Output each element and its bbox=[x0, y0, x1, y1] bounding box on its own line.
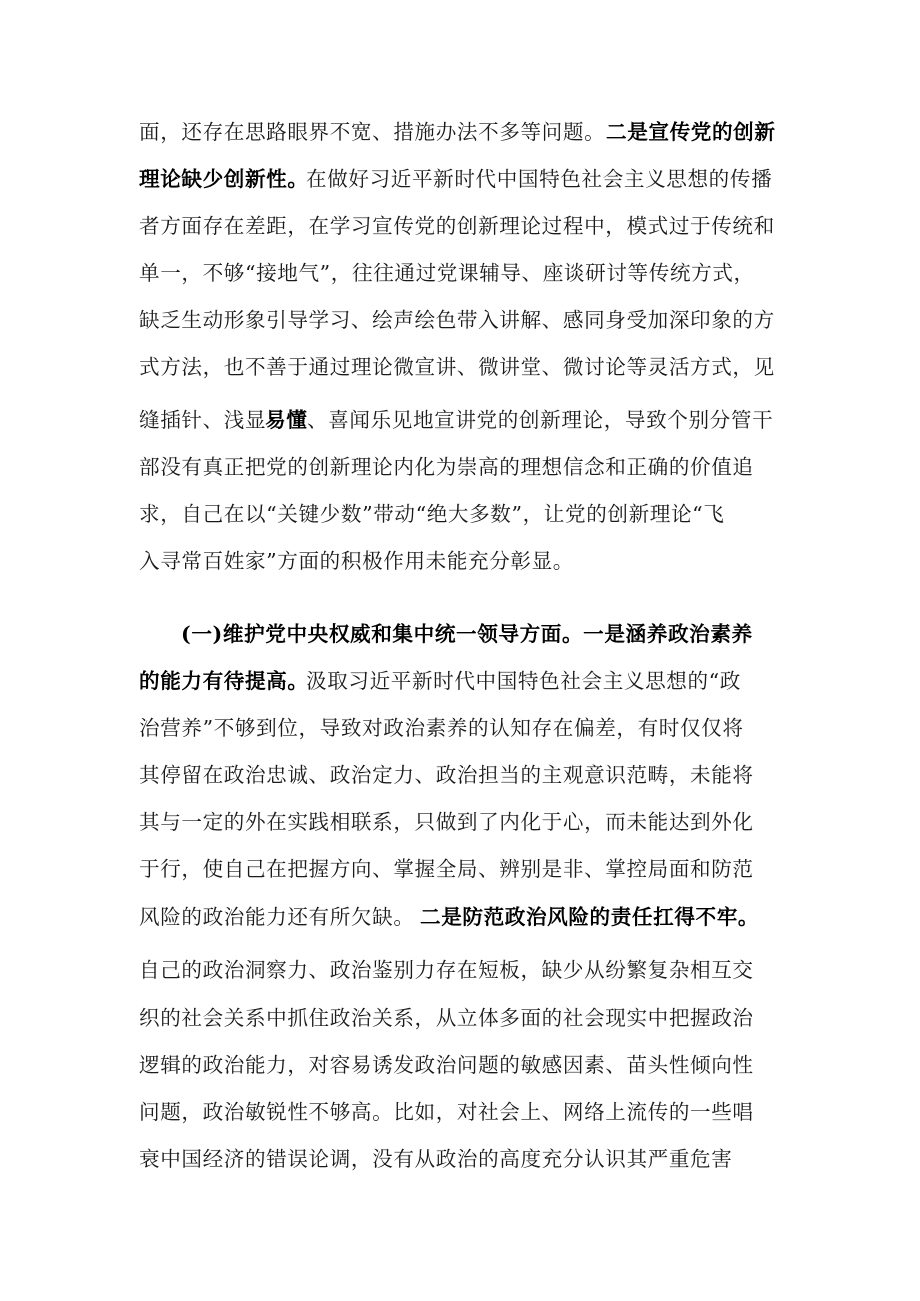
text-line bbox=[0, 396, 920, 444]
text-run: 缝插针、浅显 bbox=[139, 408, 267, 432]
text-line bbox=[0, 108, 920, 156]
text-run: 在做好习近平新时代中国特色社会主义思想的传播 bbox=[306, 167, 773, 191]
text-run: 问题，政治敏锐性不够高。比如，对社会上、网络上流传的一些唱 bbox=[139, 1100, 754, 1124]
bold-heading-run: 二是宣传党的创新 bbox=[606, 120, 776, 144]
text-line bbox=[0, 657, 920, 705]
bold-heading-run: 的能力有待提高。 bbox=[139, 669, 309, 693]
text-line bbox=[0, 296, 920, 344]
text-line bbox=[0, 946, 920, 994]
text-line bbox=[0, 751, 920, 799]
text-line bbox=[0, 537, 920, 585]
text-run: 衰中国经济的错误论调，没有从政治的高度充分认识其严重危害 bbox=[139, 1147, 733, 1171]
section-heading-line bbox=[0, 610, 920, 658]
text-line bbox=[0, 155, 920, 203]
text-run: 单一，不够“接地气”，往往通过党课辅导、座谈研讨等传统方式， bbox=[139, 261, 755, 285]
text-run: 风险的政治能力还有所欠缺。 bbox=[139, 905, 415, 929]
text-line bbox=[0, 490, 920, 538]
text-line bbox=[0, 343, 920, 391]
bold-heading-run: 二是防范政治风险的责任扛得不牢。 bbox=[420, 905, 760, 929]
text-run: 其与一定的外在实践相联系，只做到了内化于心，而未能达到外化 bbox=[139, 810, 754, 834]
text-line bbox=[0, 994, 920, 1042]
text-line bbox=[0, 893, 920, 941]
text-run: 者方面存在差距，在学习宣传党的创新理论过程中，模式过于传统和 bbox=[139, 214, 775, 238]
text-run: 入寻常百姓家”方面的积极作用未能充分彰显。 bbox=[139, 549, 575, 573]
text-run: 自己的政治洞察力、政治鉴别力存在短板，缺少从纷繁复杂相互交 bbox=[139, 958, 754, 982]
bold-run: 易懂 bbox=[265, 408, 308, 432]
text-run: 、喜闻乐见地宣讲党的创新理论，导致个别分管干 bbox=[307, 408, 774, 432]
text-line bbox=[0, 1041, 920, 1089]
section-heading: (一)维护党中央权威和集中统一领导方面。一是涵养政治素养 bbox=[181, 622, 753, 646]
text-run: 求，自己在以“关键少数”带动“绝大多数”，让党的创新理论“飞 bbox=[139, 502, 725, 526]
text-line bbox=[0, 845, 920, 893]
text-line bbox=[0, 704, 920, 752]
text-line bbox=[0, 1135, 920, 1183]
bold-heading-run: 理论缺少创新性。 bbox=[139, 167, 309, 191]
text-run: 部没有真正把党的创新理论内化为崇高的理想信念和正确的价值追 bbox=[139, 455, 754, 479]
text-run: 缺乏生动形象引导学习、绘声绘色带入讲解、感同身受加深印象的方 bbox=[139, 308, 775, 332]
text-line bbox=[0, 798, 920, 846]
text-line bbox=[0, 443, 920, 491]
text-run: 汲取习近平新时代中国特色社会主义思想的“政 bbox=[306, 669, 742, 693]
text-run: 织的社会关系中抓住政治关系，从立体多面的社会现实中把握政治 bbox=[139, 1006, 754, 1030]
text-line bbox=[0, 202, 920, 250]
text-line bbox=[0, 249, 920, 297]
text-run: 式方法，也不善于通过理论微宣讲、微讲堂、微讨论等灵活方式，见 bbox=[139, 355, 775, 379]
text-run: 治营养”不够到位，导致对政治素养的认知存在偏差，有时仅仅将 bbox=[139, 716, 744, 740]
text-run: 面，还存在思路眼界不宽、措施办法不多等问题。 bbox=[139, 120, 606, 144]
text-run: 其停留在政治忠诚、政治定力、政治担当的主观意识范畴，未能将 bbox=[139, 763, 754, 787]
text-run: 逻辑的政治能力，对容易诱发政治问题的敏感因素、苗头性倾向性 bbox=[139, 1053, 754, 1077]
text-line bbox=[0, 1088, 920, 1136]
text-run: 于行，使自己在把握方向、掌握全局、辨别是非、掌控局面和防范 bbox=[139, 857, 754, 881]
